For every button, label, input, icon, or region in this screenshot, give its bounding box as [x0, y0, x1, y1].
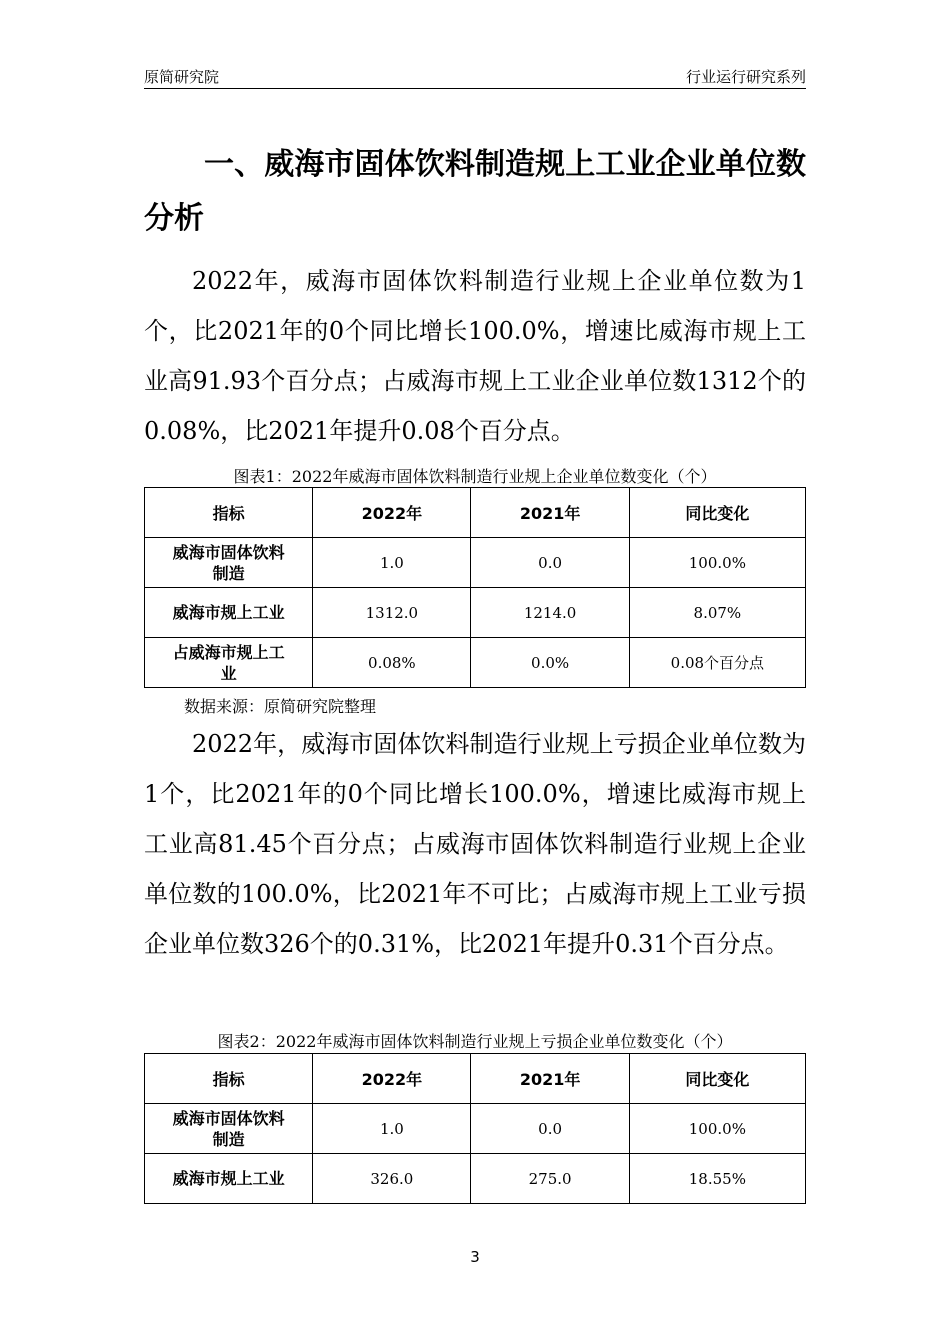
table-cell: 100.0%: [629, 538, 805, 588]
table1-header-cell: 2022年: [313, 488, 471, 538]
page-number: 3: [470, 1248, 480, 1266]
table-cell: 18.55%: [629, 1154, 805, 1204]
section-title: 一、威海市固体饮料制造规上工业企业单位数分析: [144, 147, 806, 236]
table2-row-label: 威海市固体饮料制造: [145, 1104, 313, 1154]
table1-row-label: 占威海市规上工业: [145, 638, 313, 688]
table1-row-label: 威海市固体饮料制造: [145, 538, 313, 588]
paragraph-2: 2022年，威海市固体饮料制造行业规上亏损企业单位数为1个，比2021年的0个同比增长100.0%，增速比威海市规上工业高81.45个百分点；占威海市固体饮料制造行业规上企业单位数的100.0%，比2021年不可比；占威海市规上工业亏损企业单位数326个的0.31%，比2021年提升0.31个百分点。: [144, 730, 806, 958]
table2-header-cell: 2021年: [471, 1054, 629, 1104]
table-cell: 1.0: [313, 1104, 471, 1154]
table2-row-label: 威海市规上工业: [145, 1154, 313, 1204]
table-cell: 0.0: [471, 1104, 629, 1154]
table1-header-cell: 指标: [145, 488, 313, 538]
table1-header-cell: 2021年: [471, 488, 629, 538]
table2-header-cell: 指标: [145, 1054, 313, 1104]
table1-header-cell: 同比变化: [629, 488, 805, 538]
table-row: [145, 1104, 806, 1154]
table2: [144, 1053, 806, 1204]
table-cell: 1312.0: [313, 588, 471, 638]
table2-header-cell: 同比变化: [629, 1054, 805, 1104]
header-divider: [144, 88, 806, 89]
table2-header-cell: 2022年: [313, 1054, 471, 1104]
table-cell: 100.0%: [629, 1104, 805, 1154]
table2-header-row: [145, 1054, 806, 1104]
table2-caption: 图表2：2022年威海市固体饮料制造行业规上亏损企业单位数变化（个）: [217, 1032, 733, 1051]
table-cell: 0.08%: [313, 638, 471, 688]
table-cell: 326.0: [313, 1154, 471, 1204]
table-cell: 0.0%: [471, 638, 629, 688]
table1-source: 数据来源：原简研究院整理: [184, 697, 377, 716]
paragraph-1: 2022年，威海市固体饮料制造行业规上企业单位数为1个，比2021年的0个同比增长100.0%，增速比威海市规上工业高91.93个百分点；占威海市规上工业企业单位数1312个的0.08%，比2021年提升0.08个百分点。: [144, 267, 806, 445]
table-cell: 0.0: [471, 538, 629, 588]
table-cell: 1.0: [313, 538, 471, 588]
header-left-org: 原简研究院: [144, 68, 220, 86]
table-cell: 275.0: [471, 1154, 629, 1204]
table1-caption: 图表1：2022年威海市固体饮料制造行业规上企业单位数变化（个）: [233, 467, 717, 486]
table-row: [145, 588, 806, 638]
table1-row-label: 威海市规上工业: [145, 588, 313, 638]
table-cell: 1214.0: [471, 588, 629, 638]
table1-header-row: [145, 488, 806, 538]
table-row: [145, 538, 806, 588]
table-row: [145, 638, 806, 688]
table-cell: 8.07%: [629, 588, 805, 638]
table-cell: 0.08个百分点: [629, 638, 805, 688]
header-right-series: 行业运行研究系列: [685, 68, 806, 86]
table-row: [145, 1154, 806, 1204]
table1: [144, 487, 806, 688]
